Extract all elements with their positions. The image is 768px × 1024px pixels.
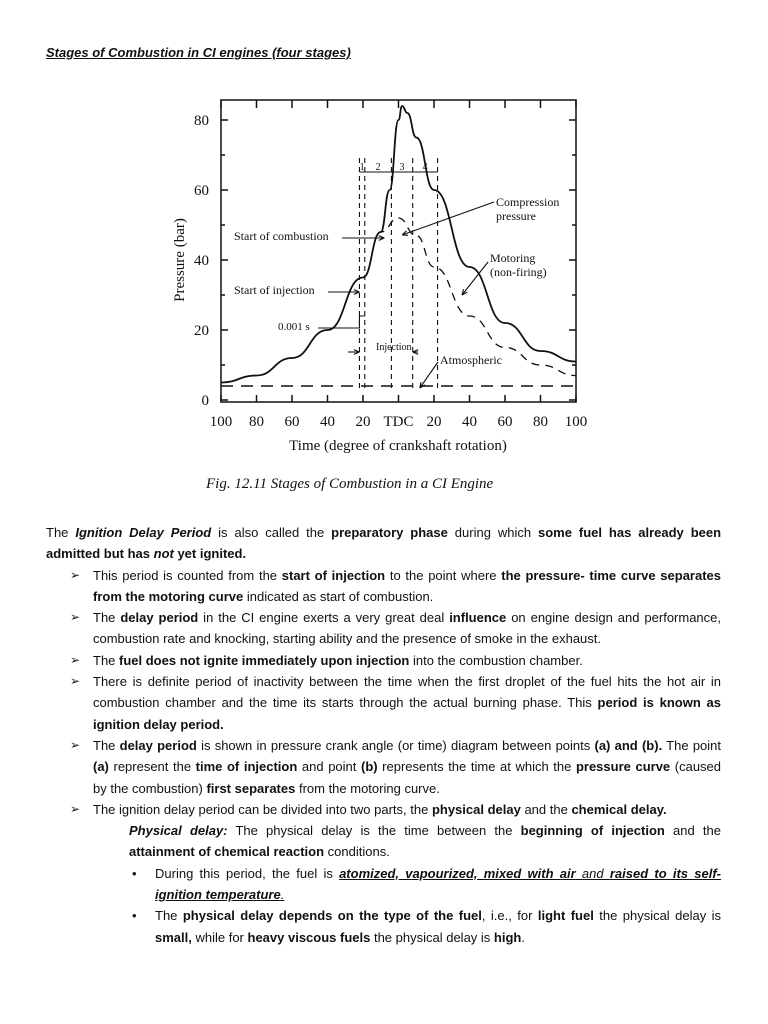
x-tick-label: 60 xyxy=(497,414,513,430)
intro-run: yet ignited. xyxy=(173,546,247,562)
stage-number: 1 xyxy=(359,162,365,173)
bullet-run: (caused by the combustion) xyxy=(93,759,722,796)
bullet-item xyxy=(46,671,721,735)
dot-run: The xyxy=(155,908,183,924)
bullet-run: There is definite period of inactivity between the time when the first droplet of the fuel hits the hot air in combustion chamber and the time its starts through the actual burning phase. This xyxy=(93,674,721,711)
dot-item xyxy=(46,905,721,948)
combustion-stages-figure xyxy=(170,90,610,470)
bullet-run: delay period xyxy=(119,737,197,753)
bullet-run: the pressure- time curve separates from the motoring curve xyxy=(93,567,722,604)
bullet-run: The xyxy=(93,652,120,668)
arrow-bullet-icon: ➢ xyxy=(70,652,81,667)
x-tick-label: 60 xyxy=(284,414,300,430)
arrow-bullet-icon: ➢ xyxy=(70,737,81,752)
intro-run: not xyxy=(153,546,174,562)
start-of-injection-label: Start of injection xyxy=(234,283,315,297)
arrow-bullet-icon: ➢ xyxy=(70,567,81,582)
page-heading: Stages of Combustion in CI engines (four stages) xyxy=(46,45,351,60)
bullet-run: represents the time at which the xyxy=(377,759,576,775)
bullet-run: The xyxy=(93,737,120,753)
dot-run: while for xyxy=(191,929,248,945)
bullet-run: and point xyxy=(297,759,361,775)
bullet-run: delay period xyxy=(120,610,199,626)
physical-delay-paragraph xyxy=(46,820,721,863)
physical-run: Physical delay: xyxy=(129,823,228,839)
bullet-run: pressure curve xyxy=(575,759,671,775)
bullet-run: into the combustion chamber. xyxy=(409,652,583,668)
bullet-run: The ignition delay period can be divided into two parts, the xyxy=(93,801,432,817)
dot-run: the physical delay is xyxy=(593,908,721,924)
non-firing-label: (non-firing) xyxy=(490,265,547,279)
time-step-bracket xyxy=(318,316,365,328)
intro-run: during which xyxy=(447,525,539,540)
physical-run: conditions. xyxy=(324,844,390,860)
dot-run: raised to its self-ignition temperature xyxy=(155,865,721,903)
bullet-run: (a) and (b). xyxy=(594,737,663,753)
compression-arrow xyxy=(402,202,494,235)
compression-pressure-label: pressure xyxy=(496,209,536,223)
stage-number: 3 xyxy=(399,162,405,173)
intro-run: preparatory phase xyxy=(331,525,448,540)
dot-run: . xyxy=(521,929,525,945)
bullet-item xyxy=(46,607,721,650)
bullet-item xyxy=(46,735,721,799)
dot-run: small, xyxy=(155,929,192,945)
dot-run: light fuel xyxy=(537,908,594,924)
bullet-run: The xyxy=(93,610,121,626)
bullet-list xyxy=(46,565,721,821)
bullet-run: (a) xyxy=(93,759,109,775)
bullet-run: influence xyxy=(449,610,507,626)
x-axis-title: Time (degree of crankshaft rotation) xyxy=(289,438,507,454)
x-tick-label: 100 xyxy=(564,414,588,430)
intro-run: Ignition Delay Period xyxy=(75,525,212,540)
bullet-run: physical delay xyxy=(431,801,521,817)
dot-run: and xyxy=(575,865,610,881)
bullet-run: and the xyxy=(520,801,572,817)
atmospheric-label: Atmospheric xyxy=(440,353,502,367)
x-tick-label: 20 xyxy=(355,414,371,430)
motoring-arrow xyxy=(462,262,488,295)
intro-paragraph xyxy=(46,522,721,565)
y-axis-title: Pressure (bar) xyxy=(172,218,188,302)
dot-run: the physical delay is xyxy=(370,929,494,945)
dot-run: physical delay depends on the type of the fuel xyxy=(182,908,482,924)
physical-run: The physical delay is the time between the xyxy=(227,823,521,839)
bullet-run: first separates xyxy=(206,780,296,796)
bullet-run: The point xyxy=(662,737,722,753)
stage-number: 4 xyxy=(422,162,428,173)
bullet-item xyxy=(46,799,721,820)
bullet-run: period is known as ignition delay period. xyxy=(93,695,721,732)
dot-bullet-icon: • xyxy=(132,865,137,881)
bullet-run: is shown in pressure crank angle (or time) diagram between points xyxy=(196,737,595,753)
y-tick-label: 60 xyxy=(194,183,209,199)
start-of-combustion-label: Start of combustion xyxy=(234,229,329,243)
bullet-run: fuel does not ignite immediately upon injection xyxy=(119,652,410,668)
bullet-run: start of injection xyxy=(281,567,386,583)
bullet-run: to the point where xyxy=(385,567,502,583)
bullet-run: on engine design and performance, combustion rate and knocking, starting ability and the presence of smoke in the exhaust. xyxy=(93,610,722,647)
stage-number: 2 xyxy=(375,162,381,173)
physical-run: attainment of chemical reaction xyxy=(129,844,325,860)
bullet-run: represent the xyxy=(108,759,196,775)
injection-label: Injection xyxy=(376,342,412,353)
bullet-run: indicated as start of combustion. xyxy=(243,588,434,604)
bullet-run: This period is counted from the xyxy=(93,567,282,583)
y-tick-label: 0 xyxy=(201,393,209,409)
arrow-bullet-icon: ➢ xyxy=(70,610,81,625)
intro-run: some fuel has already been admitted but has xyxy=(46,525,722,562)
dot-run: heavy viscous fuels xyxy=(247,929,371,945)
x-tick-label: 80 xyxy=(249,414,264,430)
dot-bullet-icon: • xyxy=(132,908,137,924)
bullet-run: in the CI engine exerts a very great deal xyxy=(198,610,450,626)
y-tick-label: 80 xyxy=(194,113,209,129)
dot-run: During this period, the fuel is xyxy=(155,865,340,881)
x-tick-label: TDC xyxy=(383,414,414,430)
y-tick-label: 20 xyxy=(194,323,209,339)
motoring-label: Motoring xyxy=(490,251,536,265)
bullet-run: from the motoring curve. xyxy=(295,780,440,796)
dot-run: . xyxy=(280,887,285,903)
intro-run: is also called the xyxy=(211,525,332,540)
physical-run: and the xyxy=(664,823,721,839)
atmospheric-arrow xyxy=(420,362,438,388)
figure-caption: Fig. 12.11 Stages of Combustion in a CI Engine xyxy=(206,476,494,492)
bullet-run: chemical delay. xyxy=(571,801,667,817)
dot-run: atomized, vapourized, mixed with air xyxy=(339,865,576,881)
dot-item xyxy=(46,863,721,906)
dot-run: , i.e., for xyxy=(481,908,538,924)
dot-run: high xyxy=(493,929,522,945)
y-tick-label: 40 xyxy=(194,253,209,269)
arrow-bullet-icon: ➢ xyxy=(70,801,81,816)
time-step-label: 0.001 s xyxy=(278,321,310,333)
bullet-run: (b) xyxy=(360,759,378,775)
x-tick-label: 20 xyxy=(426,414,442,430)
bullet-item xyxy=(46,565,721,608)
x-tick-label: 100 xyxy=(209,414,233,430)
arrow-bullet-icon: ➢ xyxy=(70,674,81,689)
x-tick-label: 80 xyxy=(533,414,548,430)
x-tick-label: 40 xyxy=(320,414,335,430)
x-tick-label: 40 xyxy=(462,414,477,430)
compression-label: Compression xyxy=(496,195,560,209)
intro-run: The xyxy=(46,525,76,540)
bullet-item xyxy=(46,650,721,671)
dot-list xyxy=(46,863,721,948)
physical-run: beginning of injection xyxy=(520,823,665,839)
bullet-run: time of injection xyxy=(195,759,298,775)
body-text xyxy=(46,522,721,948)
